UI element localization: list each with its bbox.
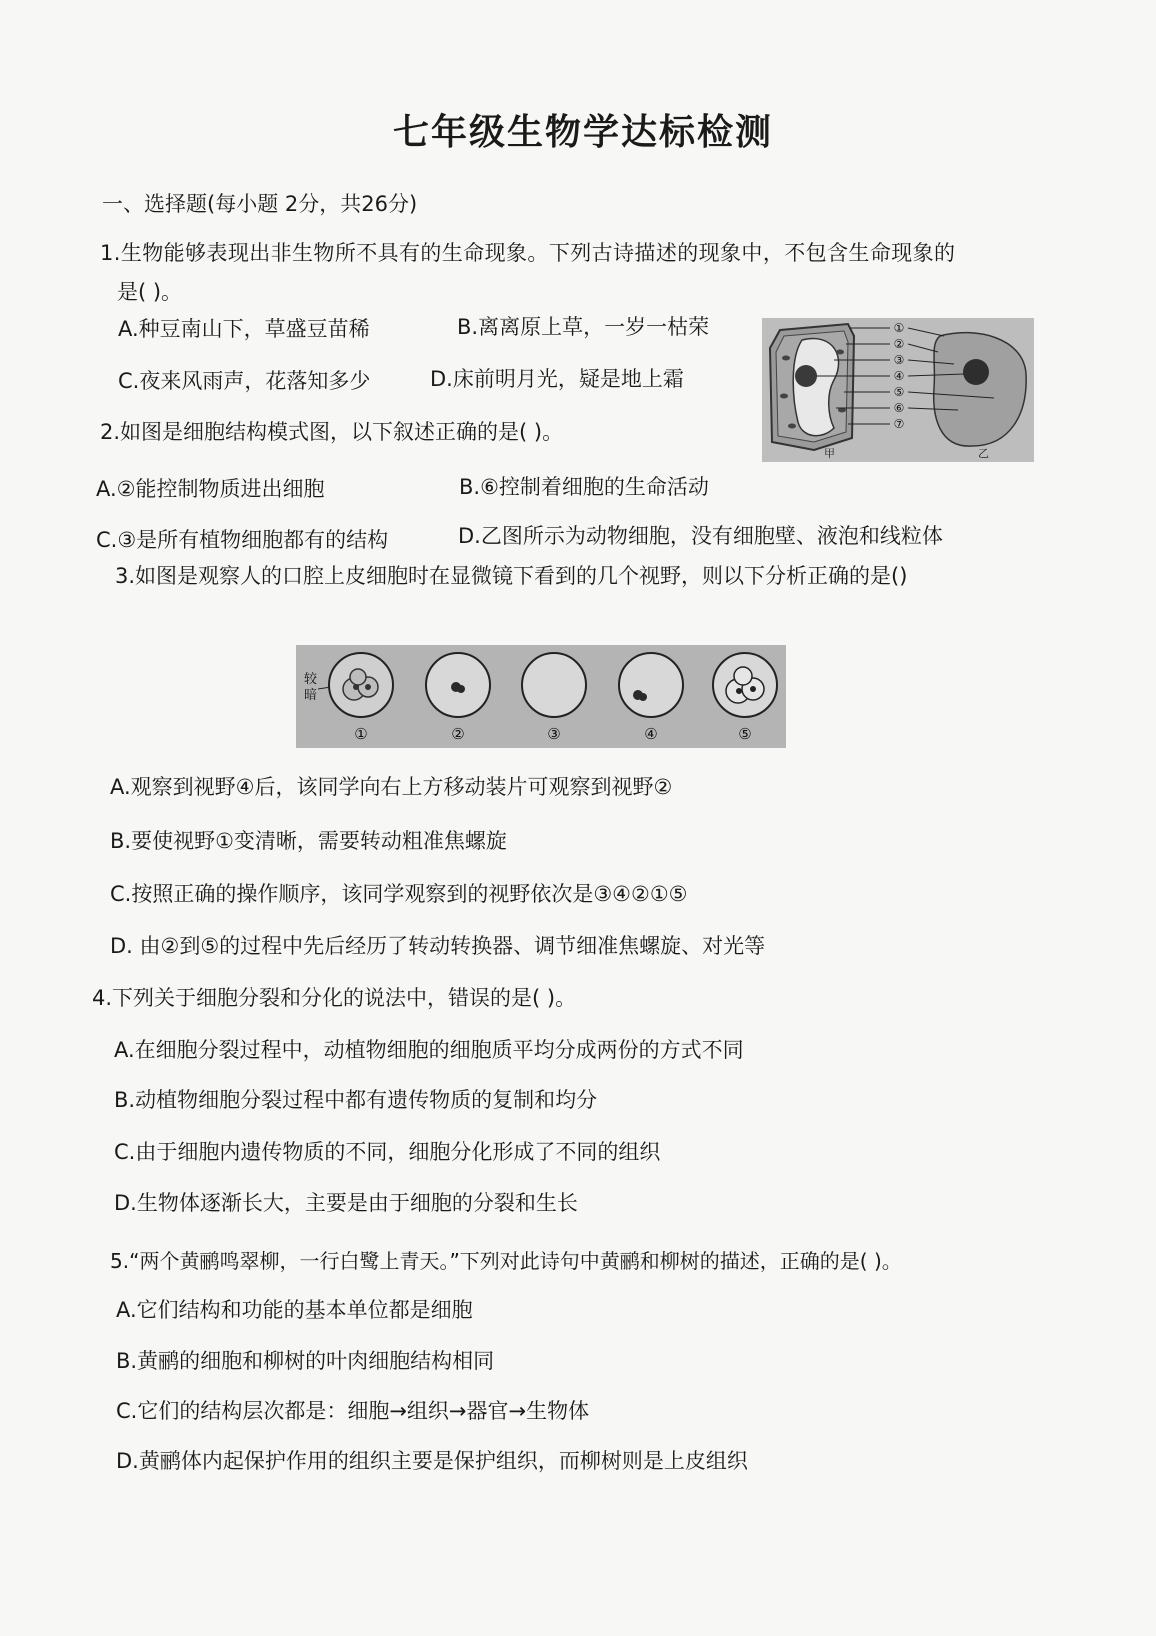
figure-caption-jia: 甲 <box>824 447 835 460</box>
field-label: ③ <box>547 725 561 743</box>
field-label: ① <box>354 725 368 743</box>
q4-option-a: A.在细胞分裂过程中，动植物细胞的细胞质平均分成两份的方式不同 <box>114 1038 744 1062</box>
q5-stem: 5.“两个黄鹂鸣翠柳，一行白鹭上青天。”下列对此诗句中黄鹂和柳树的描述，正确的是( )。 <box>110 1249 902 1273</box>
structure-number-labels <box>894 321 905 431</box>
q3-stem: 3.如图是观察人的口腔上皮细胞时在显微镜下看到的几个视野，则以下分析正确的是() <box>115 564 908 588</box>
q5-option-b: B.黄鹂的细胞和柳树的叶肉细胞结构相同 <box>116 1349 495 1373</box>
q3-option-d: D. 由②到⑤的过程中先后经历了转动转换器、调节细准焦螺旋、对光等 <box>110 934 766 958</box>
q3-option-b: B.要使视野①变清晰，需要转动粗准焦螺旋 <box>110 829 507 853</box>
q4-option-b: B.动植物细胞分裂过程中都有遗传物质的复制和均分 <box>114 1088 598 1112</box>
q1-option-c: C.夜来风雨声，花落知多少 <box>118 369 371 393</box>
field-number-labels <box>354 725 751 743</box>
microscope-fields-figure <box>296 645 786 748</box>
q2-option-c: C.③是所有植物细胞都有的结构 <box>96 528 389 552</box>
figure-caption-yi: 乙 <box>978 447 989 460</box>
q4-option-d: D.生物体逐渐长大，主要是由于细胞的分裂和生长 <box>114 1191 578 1215</box>
plant-nucleus <box>795 365 817 387</box>
q1-stem-line2: 是( )。 <box>117 280 183 304</box>
structure-label: ① <box>893 321 905 335</box>
chloroplast <box>780 394 788 399</box>
cell-structure-diagram <box>762 318 1034 462</box>
side-label-char-1: 较 <box>304 672 318 687</box>
section-heading: 一、选择题(每小题 2分，共26分) <box>102 192 418 216</box>
microscope-fields-diagram <box>296 645 786 748</box>
microscope-field-3 <box>522 653 586 717</box>
chloroplast <box>788 424 796 429</box>
chloroplast <box>836 350 844 355</box>
microscope-field-4 <box>619 653 683 717</box>
q4-option-c: C.由于细胞内遗传物质的不同，细胞分化形成了不同的组织 <box>114 1140 661 1164</box>
animal-nucleus <box>963 359 989 385</box>
q2-stem: 2.如图是细胞结构模式图，以下叙述正确的是( )。 <box>100 420 564 444</box>
field-label: ④ <box>644 725 658 743</box>
cell-structure-figure <box>762 318 1034 462</box>
q3-option-c: C.按照正确的操作顺序，该同学观察到的视野依次是③④②①⑤ <box>110 882 688 906</box>
q2-option-a: A.②能控制物质进出细胞 <box>96 477 325 501</box>
q4-stem: 4.下列关于细胞分裂和分化的说法中，错误的是( )。 <box>92 986 577 1010</box>
chloroplast <box>782 356 790 361</box>
structure-label: ⑦ <box>893 417 905 431</box>
q1-option-a: A.种豆南山下，草盛豆苗稀 <box>118 317 370 341</box>
structure-label: ④ <box>893 369 905 383</box>
structure-label: ② <box>893 337 905 351</box>
side-label-char-2: 暗 <box>304 688 318 703</box>
structure-label: ⑤ <box>893 385 905 399</box>
structure-label: ⑥ <box>893 401 905 415</box>
q1-option-d: D.床前明月光，疑是地上霜 <box>430 367 684 391</box>
page-title: 七年级生物学达标检测 <box>393 111 774 153</box>
q5-option-c: C.它们的结构层次都是：细胞→组织→器官→生物体 <box>116 1399 590 1423</box>
q2-option-b: B.⑥控制着细胞的生命活动 <box>459 475 709 499</box>
field-label: ⑤ <box>738 725 752 743</box>
animal-cell <box>934 333 1026 446</box>
field-label: ② <box>451 725 465 743</box>
q3-option-a: A.观察到视野④后，该同学向右上方移动装片可观察到视野② <box>110 775 673 799</box>
q1-option-b: B.离离原上草，一岁一枯荣 <box>457 315 710 339</box>
structure-label: ③ <box>893 353 905 367</box>
q5-option-d: D.黄鹂体内起保护作用的组织主要是保护组织，而柳树则是上皮组织 <box>116 1449 748 1473</box>
q5-option-a: A.它们结构和功能的基本单位都是细胞 <box>116 1298 473 1322</box>
q2-option-d: D.乙图所示为动物细胞，没有细胞壁、液泡和线粒体 <box>458 524 943 548</box>
q1-stem-line1: 1.生物能够表现出非生物所不具有的生命现象。下列古诗描述的现象中，不包含生命现象的 <box>100 241 956 265</box>
